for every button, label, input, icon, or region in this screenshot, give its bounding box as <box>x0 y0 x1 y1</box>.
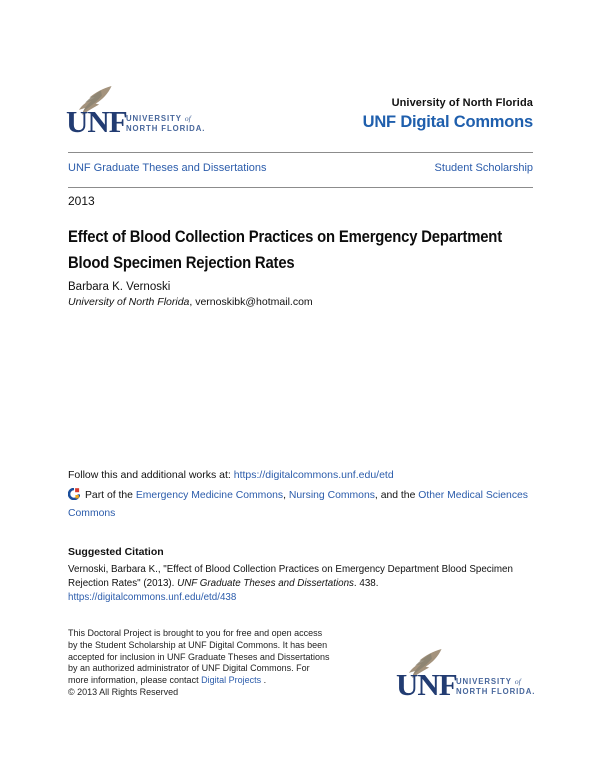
unf-acronym: UNF <box>66 104 127 139</box>
affiliation-name: University of North Florida <box>68 296 190 308</box>
follow-prefix: Follow this and additional works at: <box>68 469 234 481</box>
statement-post: . <box>261 675 267 686</box>
author-name: Barbara K. Vernoski <box>68 281 171 293</box>
title-line-1: Effect of Blood Collection Practices on Emergency Department <box>68 228 502 246</box>
digital-commons-network-icon <box>68 488 80 500</box>
repository-statement <box>68 628 330 699</box>
nav-divider <box>68 187 533 188</box>
unf-wordmark <box>126 114 205 134</box>
series-link[interactable]: UNF Graduate Theses and Dissertations <box>68 162 267 174</box>
wordmark-of: of <box>514 677 521 686</box>
citation-url-link[interactable]: https://digitalcommons.unf.edu/etd/438 <box>68 592 237 603</box>
author-affiliation <box>68 296 313 308</box>
unf-logo-bottom <box>396 651 546 711</box>
unf-logo-top <box>66 88 216 148</box>
wordmark-university: UNIVERSITY <box>456 677 512 686</box>
wordmark-north-florida: NORTH FLORIDA. <box>456 687 536 696</box>
unf-wordmark <box>456 677 535 697</box>
institution-name: University of North Florida <box>391 97 533 109</box>
follow-works-line <box>68 469 394 481</box>
citation-line-2 <box>68 577 544 591</box>
unf-acronym: UNF <box>396 667 457 702</box>
suggested-citation <box>68 546 544 605</box>
etd-collection-link[interactable]: https://digitalcommons.unf.edu/etd <box>233 469 394 481</box>
header-divider <box>68 152 533 153</box>
breadcrumb-row <box>68 162 533 174</box>
citation-line2-pre: Rejection Rates" (2013). <box>68 578 178 589</box>
masthead <box>363 97 533 132</box>
citation-series-italic: UNF Graduate Theses and Dissertations <box>177 578 354 589</box>
copyright-line: © 2013 All Rights Reserved <box>68 686 179 697</box>
wordmark-university: UNIVERSITY <box>126 114 182 123</box>
part-of-line <box>68 487 546 522</box>
nursing-commons-link[interactable]: Nursing Commons <box>288 490 375 501</box>
citation-body <box>68 563 544 605</box>
wordmark-north-florida: NORTH FLORIDA. <box>126 124 206 133</box>
article-title <box>68 224 554 276</box>
citation-line-1: Vernoski, Barbara K., "Effect of Blood Collection Practices on Emergency Department Blood Specimen <box>68 564 513 575</box>
part-of-prefix: Part of the <box>85 490 136 501</box>
part-of-sep2: , and the <box>374 490 419 501</box>
title-line-2: Blood Specimen Rejection Rates <box>68 254 295 272</box>
citation-heading: Suggested Citation <box>68 546 164 558</box>
other-medical-sciences-commons-link[interactable]: Other Medical Sciences Commons <box>68 490 528 519</box>
wordmark-of: of <box>184 114 191 123</box>
site-name: UNF Digital Commons <box>362 113 533 131</box>
publication-year: 2013 <box>68 194 95 208</box>
digital-projects-link[interactable]: Digital Projects <box>201 675 262 686</box>
part-of-sep1: , <box>283 490 289 501</box>
citation-line2-post: . 438. <box>353 578 379 589</box>
emergency-medicine-commons-link[interactable]: Emergency Medicine Commons <box>135 490 284 501</box>
statement-text: This Doctoral Project is brought to you for free and open access by the Student Scholarship at UNF Digital Commons. It has been accepted for inclusion in UNF Graduate Theses and Dissertations by an authorized administrator of UNF Digital Commons. For more information, please contact <box>68 628 330 686</box>
author-email: , vernoskibk@hotmail.com <box>189 296 313 308</box>
author-block <box>68 281 313 308</box>
collection-link[interactable]: Student Scholarship <box>434 162 533 174</box>
